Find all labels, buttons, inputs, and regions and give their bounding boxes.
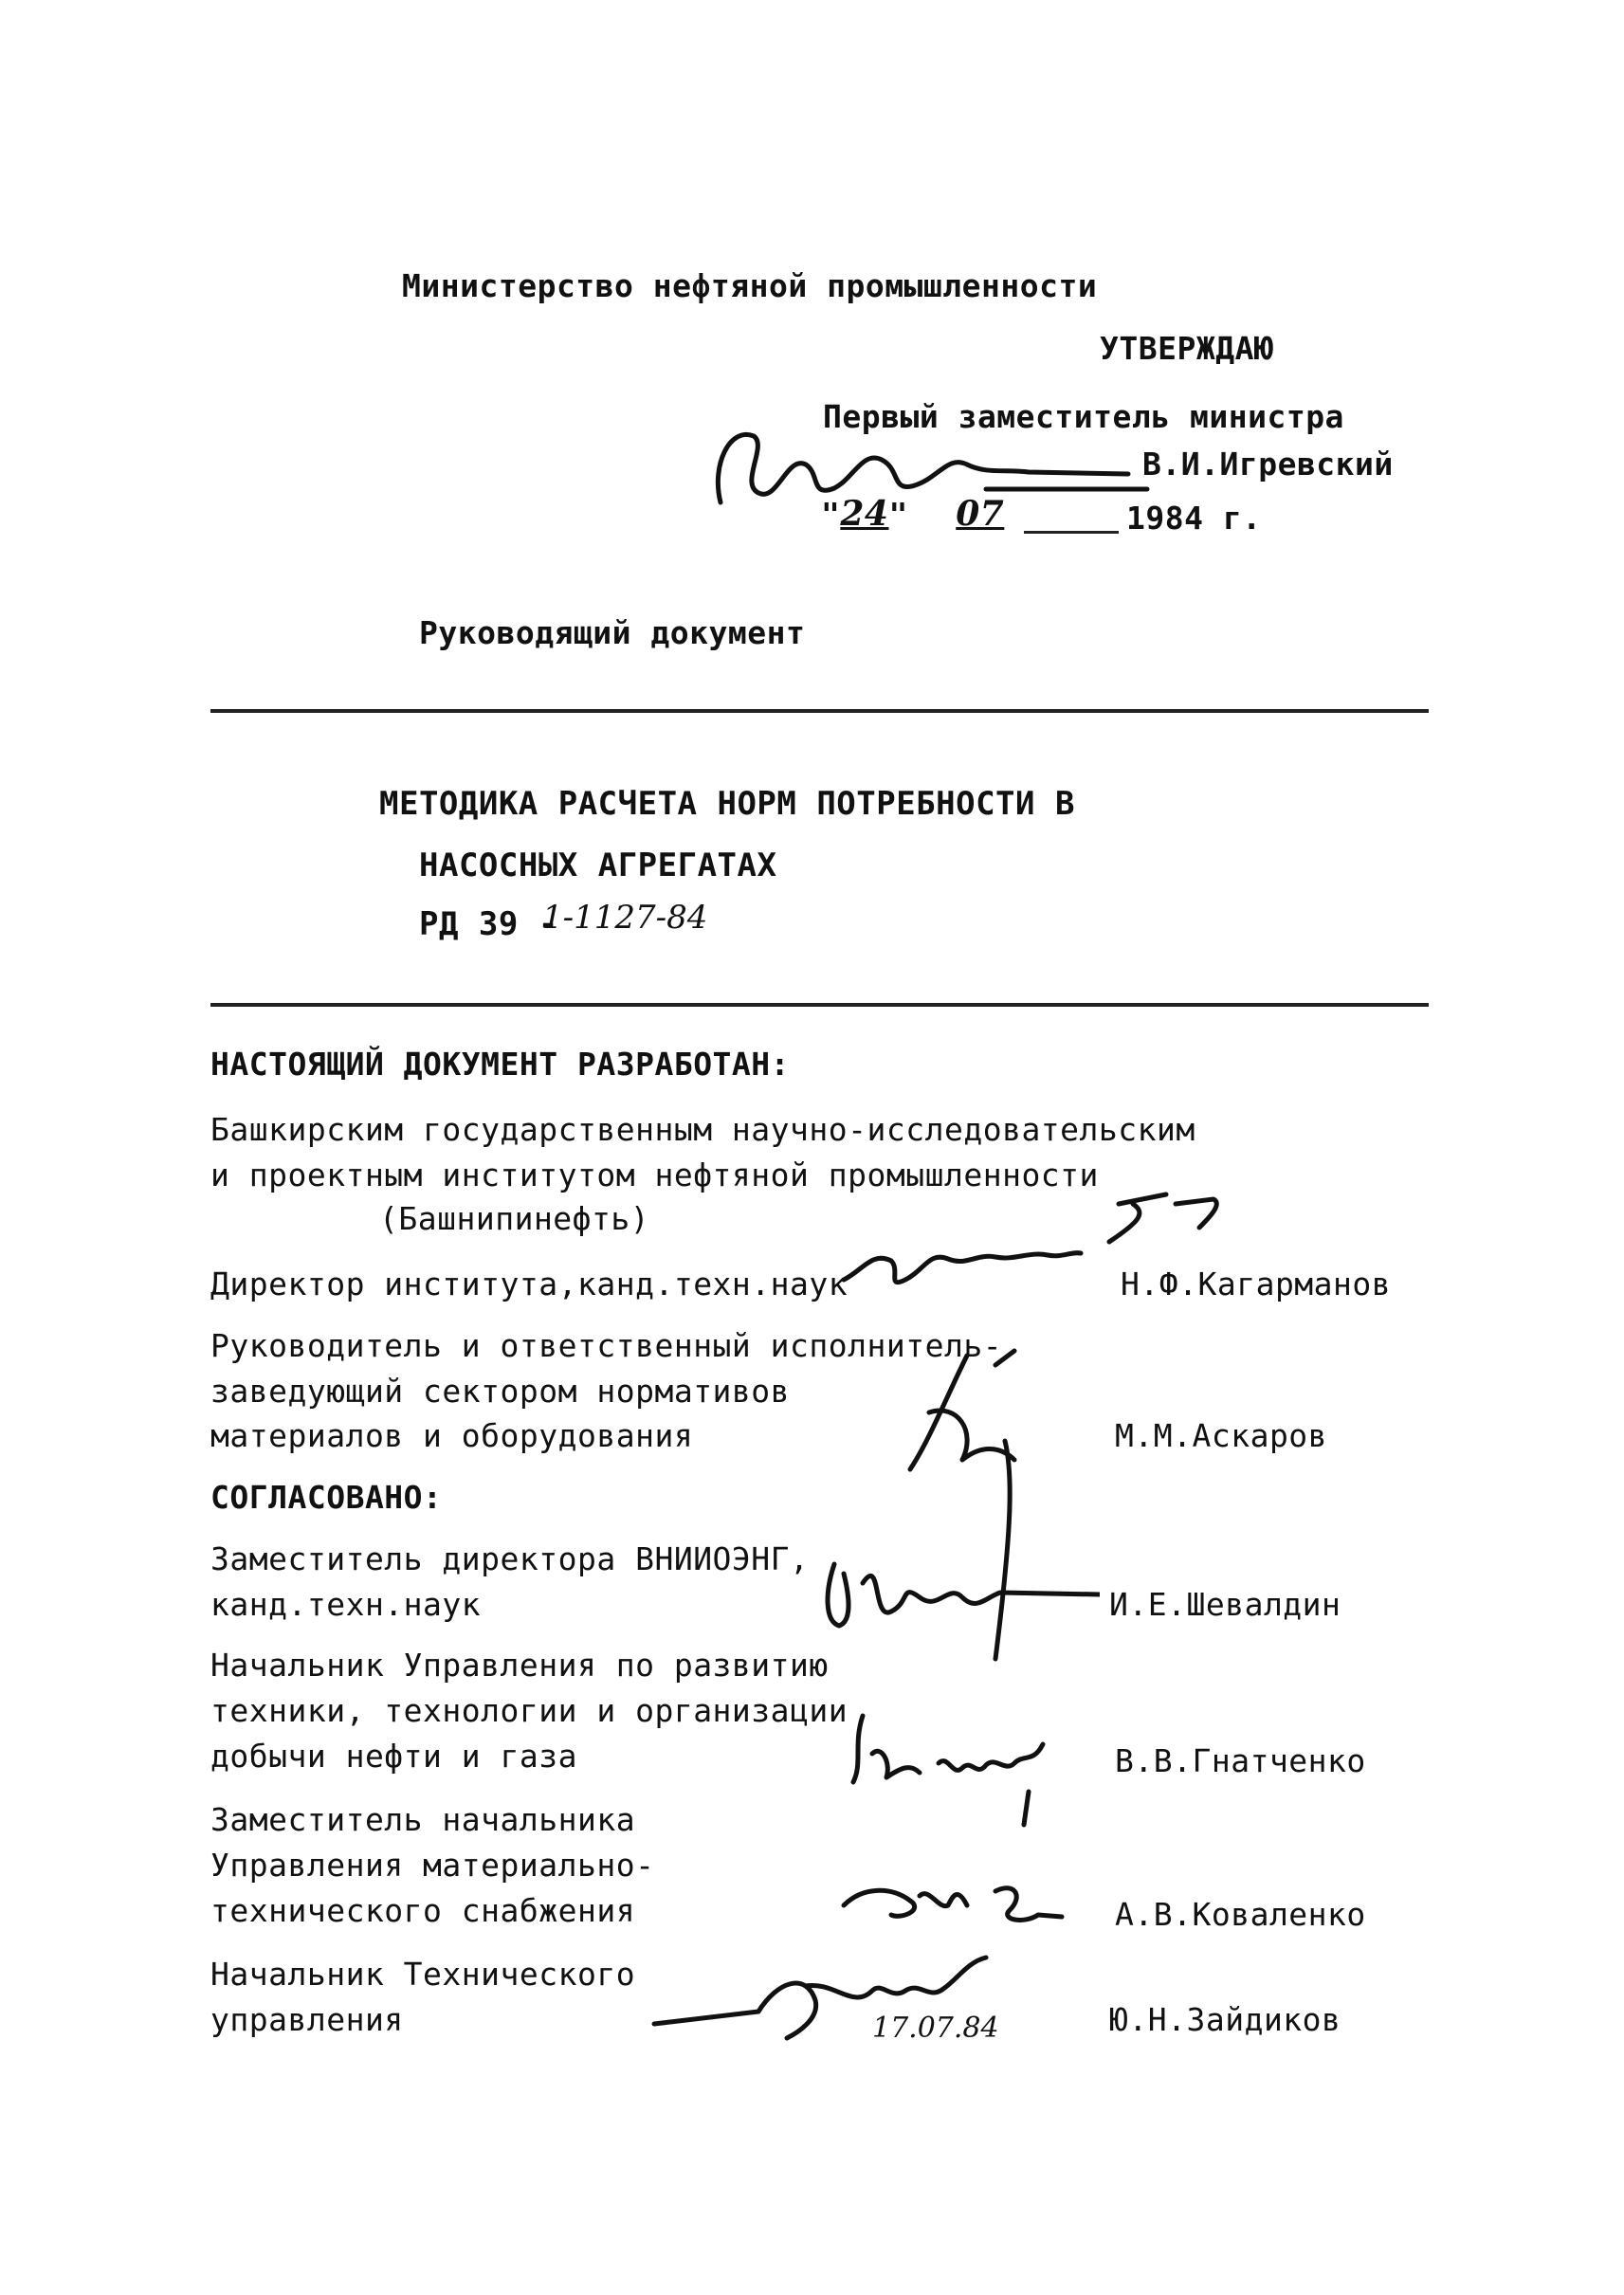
- agreed-p4-note: 17.07.84: [872, 2012, 999, 2045]
- agreed-p2-line3: добычи нефти и газа: [210, 1738, 577, 1775]
- agreed-p2-line1: Начальник Управления по развитию: [210, 1647, 829, 1684]
- date-year: 1984 г.: [1126, 500, 1262, 537]
- developer-org-line3: (Башнипинефть): [379, 1200, 650, 1237]
- agreed-p4-name: Ю.Н.Зайдиков: [1109, 2001, 1341, 2038]
- agreed-p3-name: А.В.Коваленко: [1115, 1896, 1366, 1933]
- date-day: 24: [840, 494, 889, 534]
- date-block: "24" 07: [821, 495, 1119, 534]
- approve-label: УТВЕРЖДАЮ: [1100, 330, 1274, 367]
- doc-type: Руководящий документ: [419, 614, 806, 651]
- agreed-p1-line2: канд.техн.наук: [210, 1586, 482, 1623]
- agreed-heading: СОГЛАСОВАНО:: [210, 1479, 443, 1516]
- agreed-p3-signature: [834, 1867, 1081, 1953]
- doc-code-handwritten: 1-1127-84: [542, 899, 708, 937]
- date-month: 07: [956, 494, 1005, 534]
- agreed-p2-line2: техники, технологии и организации: [210, 1692, 848, 1729]
- director-role: Директор института,канд.техн.наук: [210, 1266, 848, 1302]
- agreed-p2-signature: [834, 1697, 1081, 1830]
- agreed-p4-line1: Начальник Технического: [210, 1956, 636, 1993]
- ministry-name: Министерство нефтяной промышленности: [402, 267, 1098, 304]
- developed-heading: НАСТОЯЩИЙ ДОКУМЕНТ РАЗРАБОТАН:: [210, 1046, 791, 1083]
- date-underline: [1024, 502, 1119, 534]
- agreed-p4-line2: управления: [210, 2001, 404, 2038]
- divider-bottom: [210, 1003, 1429, 1007]
- lead-role-line3: материалов и оборудования: [210, 1417, 694, 1454]
- agreed-p2-name: В.В.Гнатченко: [1115, 1742, 1366, 1779]
- agreed-p1-name: И.Е.Шевалдин: [1109, 1586, 1341, 1623]
- agreed-p3-line2: Управления материально-: [210, 1847, 655, 1884]
- doc-code-prefix: РД 39 -: [419, 905, 558, 943]
- agreed-p3-line3: технического снабжения: [210, 1892, 636, 1929]
- approver-title: Первый заместитель министра: [823, 398, 1344, 435]
- agreed-p1-line1: Заместитель директора ВНИИОЭНГ,: [210, 1540, 810, 1577]
- doc-title-line1: МЕТОДИКА РАСЧЕТА НОРМ ПОТРЕБНОСТИ В: [379, 785, 1075, 823]
- approver-name: В.И.Игревский: [1142, 446, 1394, 483]
- developer-org-line2: и проектным институтом нефтяной промышленности: [210, 1157, 1099, 1193]
- lead-role-line1: Руководитель и ответственный исполнитель-: [210, 1327, 1003, 1364]
- director-name: Н.Ф.Кагарманов: [1121, 1266, 1392, 1302]
- divider-top: [210, 709, 1429, 713]
- lead-role-line2: заведующий сектором нормативов: [210, 1373, 791, 1410]
- developer-org-line1: Башкирским государственным научно-исследовательским: [210, 1111, 1195, 1148]
- lead-name: М.М.Аскаров: [1115, 1417, 1328, 1454]
- doc-title-line2: НАСОСНЫХ АГРЕГАТАХ: [419, 847, 777, 884]
- agreed-p1-signature: [796, 1422, 1100, 1678]
- agreed-p3-line1: Заместитель начальника: [210, 1801, 636, 1838]
